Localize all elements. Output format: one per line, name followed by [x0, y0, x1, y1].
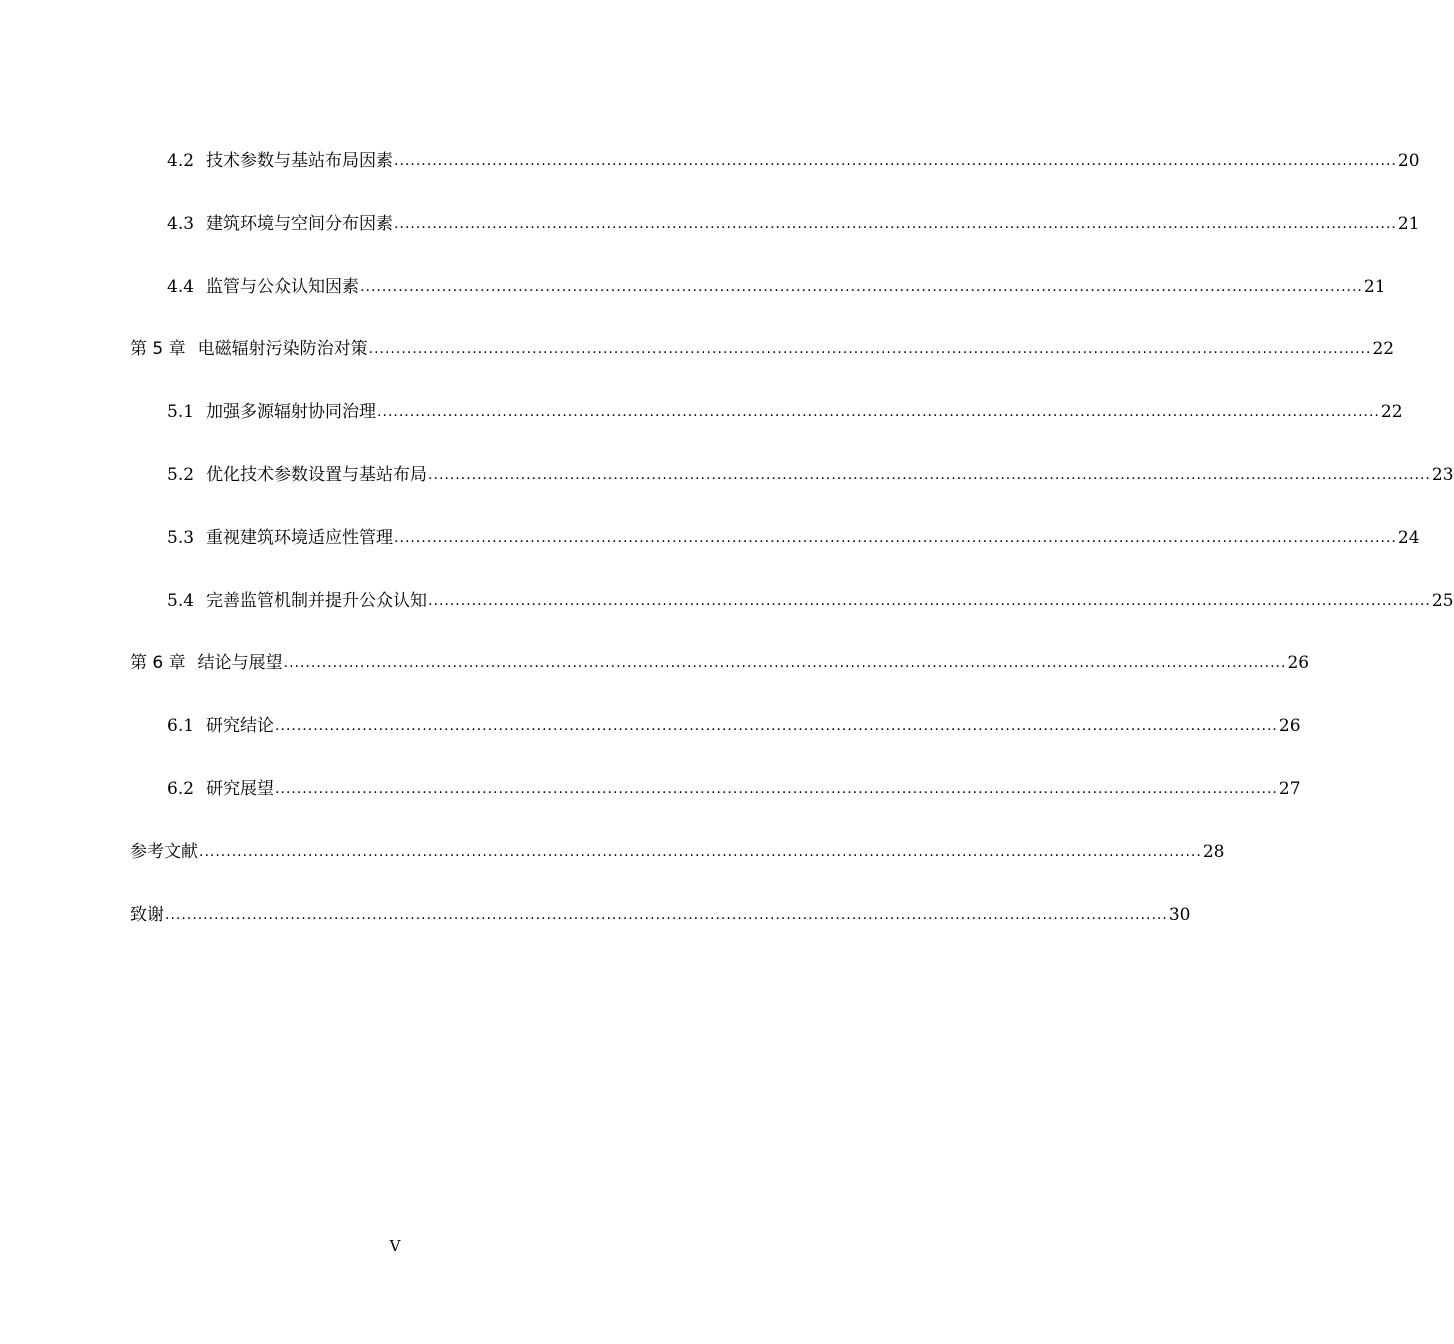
toc-entry-5-1[interactable]	[167, 400, 1403, 424]
toc-entry-6-2[interactable]	[167, 777, 1301, 801]
toc-entry-title: 技术参数与基站布局因素	[206, 151, 394, 171]
toc-entry-4-3[interactable]	[167, 212, 1420, 236]
toc-entry-label	[130, 840, 198, 864]
page-number: V	[389, 1237, 401, 1255]
toc-entry-page: 21	[1363, 277, 1386, 297]
toc-entry-page: 21	[1397, 214, 1420, 234]
toc-entry-page: 22	[1380, 402, 1403, 422]
toc-entry-6-1[interactable]	[167, 714, 1301, 738]
toc-leader-dots: ........................................................................................................................................................................................	[275, 781, 1278, 797]
toc-entry-title: 研究展望	[206, 779, 275, 799]
toc-entry-label	[130, 651, 283, 675]
toc-entry-page: 22	[1372, 339, 1395, 359]
toc-entry-label	[167, 714, 274, 738]
toc-entry-page: 24	[1397, 528, 1420, 548]
toc-leader-dots: ........................................................................................................................................................................................	[275, 718, 1278, 734]
toc-leader-dots: ........................................................................................................................................................................................	[428, 593, 1431, 609]
toc-leader-dots: ........................................................................................................................................................................................	[394, 530, 1397, 546]
toc-entry-title: 参考文献	[130, 842, 198, 862]
toc-entry-number: 5.3	[167, 528, 195, 548]
toc-entry-number: 6.2	[167, 779, 195, 799]
toc-entry-title: 研究结论	[206, 716, 275, 736]
toc-entry-number: 4.4	[167, 277, 195, 297]
toc-leader-dots: ........................................................................................................................................................................................	[394, 216, 1397, 232]
toc-leader-dots: ........................................................................................................................................................................................	[394, 153, 1397, 169]
toc-leader-dots: ........................................................................................................................................................................................	[428, 467, 1431, 483]
toc-entry-label	[167, 463, 427, 487]
toc-entry-4-4[interactable]	[167, 275, 1386, 299]
toc-entry-title: 优化技术参数设置与基站布局	[206, 465, 428, 485]
toc-entry-label	[130, 337, 368, 361]
toc-entry-title: 加强多源辐射协同治理	[206, 402, 377, 422]
toc-entry-page: 23	[1431, 465, 1454, 485]
toc-entry-references[interactable]	[130, 840, 1225, 864]
toc-entry-chapter-6[interactable]	[130, 651, 1310, 675]
toc-entry-4-2[interactable]	[167, 149, 1420, 173]
toc-entry-acknowledgements[interactable]	[130, 903, 1191, 927]
toc-entry-title: 监管与公众认知因素	[206, 277, 360, 297]
toc-entry-number: 5.1	[167, 402, 195, 422]
toc-entry-number: 4.2	[167, 151, 195, 171]
toc-entry-page: 30	[1168, 905, 1191, 925]
toc-entry-number: 4.3	[167, 214, 195, 234]
toc-entry-label	[167, 275, 359, 299]
toc-entry-title: 完善监管机制并提升公众认知	[206, 591, 428, 611]
toc-leader-dots: ........................................................................................................................................................................................	[199, 844, 1202, 860]
toc-leader-dots: ........................................................................................................................................................................................	[360, 279, 1363, 295]
toc-entry-5-2[interactable]	[167, 463, 1454, 487]
toc-entry-number: 第 5 章	[130, 339, 186, 359]
toc-entry-page: 25	[1431, 591, 1454, 611]
toc-entry-chapter-5[interactable]	[130, 337, 1395, 361]
toc-entry-label	[167, 400, 376, 424]
toc-entry-page: 26	[1287, 653, 1310, 673]
toc-entry-label	[167, 149, 393, 173]
toc-entry-5-3[interactable]	[167, 526, 1420, 550]
toc-entry-page: 28	[1202, 842, 1225, 862]
toc-entry-title: 建筑环境与空间分布因素	[206, 214, 394, 234]
toc-entry-page: 26	[1278, 716, 1301, 736]
toc-entry-number: 5.2	[167, 465, 195, 485]
toc-leader-dots: ........................................................................................................................................................................................	[368, 341, 1372, 357]
toc-leader-dots: ........................................................................................................................................................................................	[283, 655, 1287, 671]
toc-entry-label	[167, 526, 393, 550]
toc-entry-label	[130, 903, 164, 927]
toc-leader-dots: ........................................................................................................................................................................................	[377, 404, 1380, 420]
toc-entry-number: 第 6 章	[130, 653, 186, 673]
toc-entry-label	[167, 589, 427, 613]
toc-entry-label	[167, 777, 274, 801]
toc-entry-title: 重视建筑环境适应性管理	[206, 528, 394, 548]
toc-entry-page: 27	[1278, 779, 1301, 799]
toc-entry-title: 致谢	[130, 905, 164, 925]
toc-entry-number: 5.4	[167, 591, 195, 611]
toc-leader-dots: ........................................................................................................................................................................................	[165, 907, 1168, 923]
toc-entry-title: 电磁辐射污染防治对策	[197, 339, 368, 359]
toc-entry-number: 6.1	[167, 716, 195, 736]
toc-entry-5-4[interactable]	[167, 589, 1454, 613]
toc-entry-page: 20	[1397, 151, 1420, 171]
toc-entry-label	[167, 212, 393, 236]
toc-entry-title: 结论与展望	[197, 653, 283, 673]
